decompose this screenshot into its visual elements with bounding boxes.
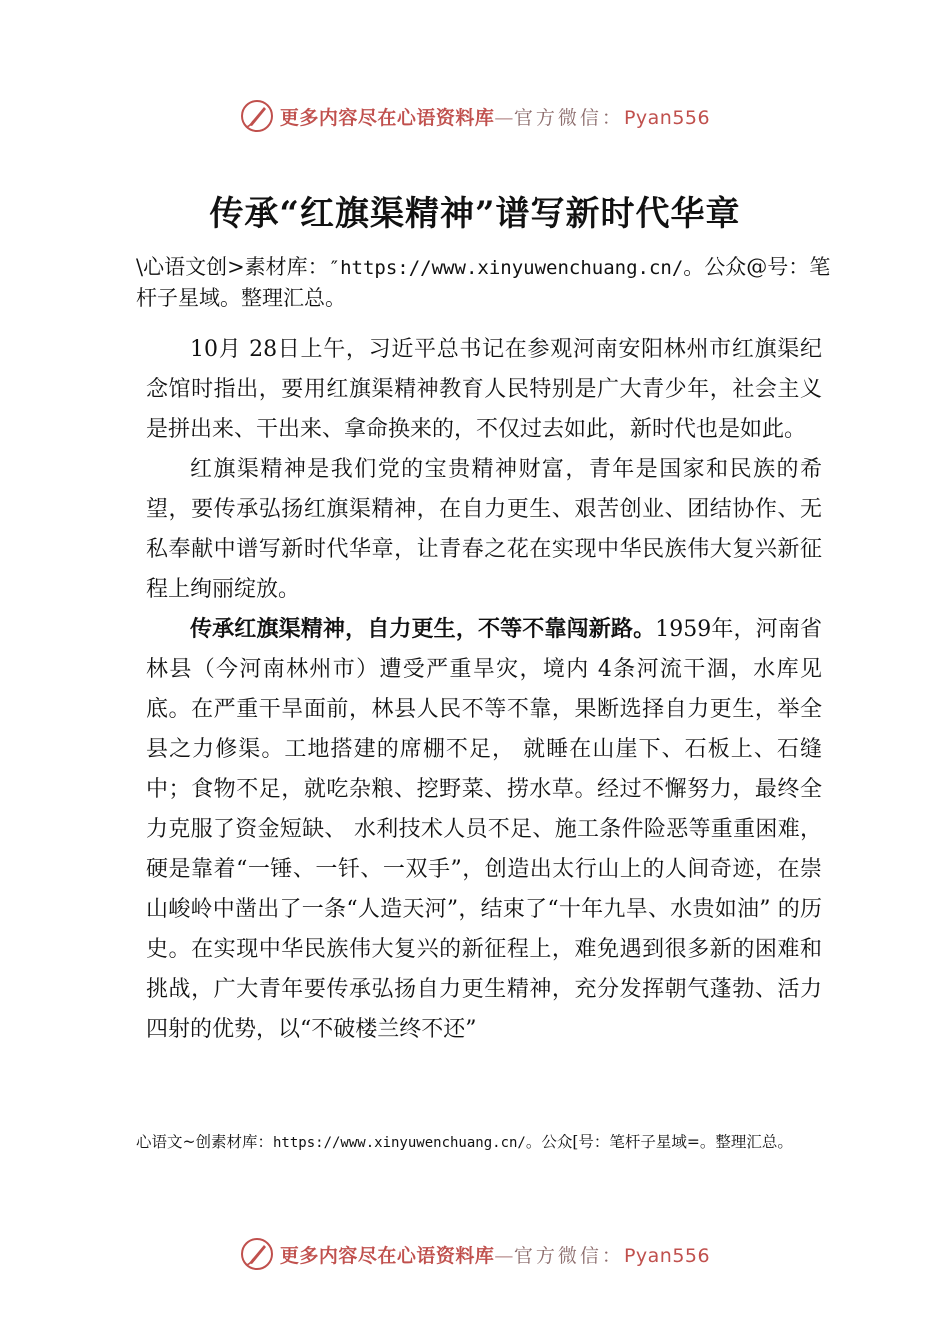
quill-pen-logo-icon: [240, 99, 274, 133]
banner-separator: —: [494, 106, 514, 129]
footnote-url: https://www.xinyuwenchuang.cn/: [273, 1135, 526, 1151]
page-title: 传承“红旗渠精神”谱写新时代华章: [209, 194, 741, 234]
paragraph-2: [146, 450, 822, 610]
header-banner: [0, 96, 950, 136]
footnote-prefix: 心语文~创素材库：: [136, 1133, 273, 1151]
quill-pen-logo-icon: [240, 1237, 274, 1271]
article-body: [146, 330, 822, 1050]
footnote: [136, 1130, 846, 1152]
paragraph-1: [146, 330, 822, 450]
banner-wechat-label: 官方微信：: [513, 106, 624, 129]
footnote-suffix: 。公众[号：笔杆子星域=。整理汇总。: [525, 1133, 793, 1151]
banner-text-bottom: [280, 1241, 710, 1268]
source-url: ″https://www.xinyuwenchuang.cn/: [328, 257, 684, 279]
paragraph-3-heading: 传承红旗渠精神，自力更生，不等不靠闯新路。: [190, 617, 656, 642]
source-line: [136, 252, 842, 313]
paragraph-1-text: 10月 28日上午，习近平总书记在参观河南安阳林州市红旗渠纪念馆时指出，要用红旗渠精神教育人民特别是广大青少年，社会主义是拼出来、干出来、拿命换来的，不仅过去如此，新时代也是如此。: [146, 337, 822, 442]
paragraph-2-text: 红旗渠精神是我们党的宝贵精神财富，青年是国家和民族的希望，要传承弘扬红旗渠精神，在自力更生、艰苦创业、团结协作、无私奉献中谱写新时代华章，让青春之花在实现中华民族伟大复兴新征程上绚丽绽放。: [146, 457, 822, 602]
source-prefix: \心语文创>素材库：: [136, 255, 329, 279]
paragraph-3-text: 1959年，河南省林县（今河南林州市）遭受严重旱灾，境内 4条河流干涸，水库见底。在严重干旱面前，林县人民不等不靠，果断选择自力更生，举全县之力修渠。工地搭建的席棚不足， 就睡在山崖下、石板上、石缝中；食物不足，就吃杂粮、挖野菜、捞水草。经过不懈努力，最终全力克服了资金短缺、 水利技术人员不足、施工条件险恶等重重困难，硬是靠着“一锤、一钎、一双手”，创造出太行山上的人间奇迹，在崇山峻岭中凿出了一条“人造天河”，结束了“十年九旱、水贵如油” 的历史。在实现中华民族伟大复兴的新征程上，难免遇到很多新的困难和挑战，广大青年要传承弘扬自力更生精神，充分发挥朝气蓬勃、活力四射的优势，以“不破楼兰终不还”: [146, 617, 822, 1042]
paragraph-3: [146, 610, 822, 1050]
source-suffix: 。公众@号：笔杆子星域。整理汇总。: [136, 255, 831, 310]
footer-banner: [0, 1234, 950, 1274]
banner-wechat-label-bottom: 官方微信：: [513, 1244, 624, 1267]
banner-text: [280, 103, 710, 130]
banner-main: 更多内容尽在心语资料库: [279, 106, 495, 129]
banner-separator-bottom: —: [494, 1244, 514, 1267]
banner-wechat-id: Pyan556: [623, 106, 711, 129]
banner-main-bottom: 更多内容尽在心语资料库: [279, 1244, 495, 1267]
banner-wechat-id-bottom: Pyan556: [623, 1244, 711, 1267]
